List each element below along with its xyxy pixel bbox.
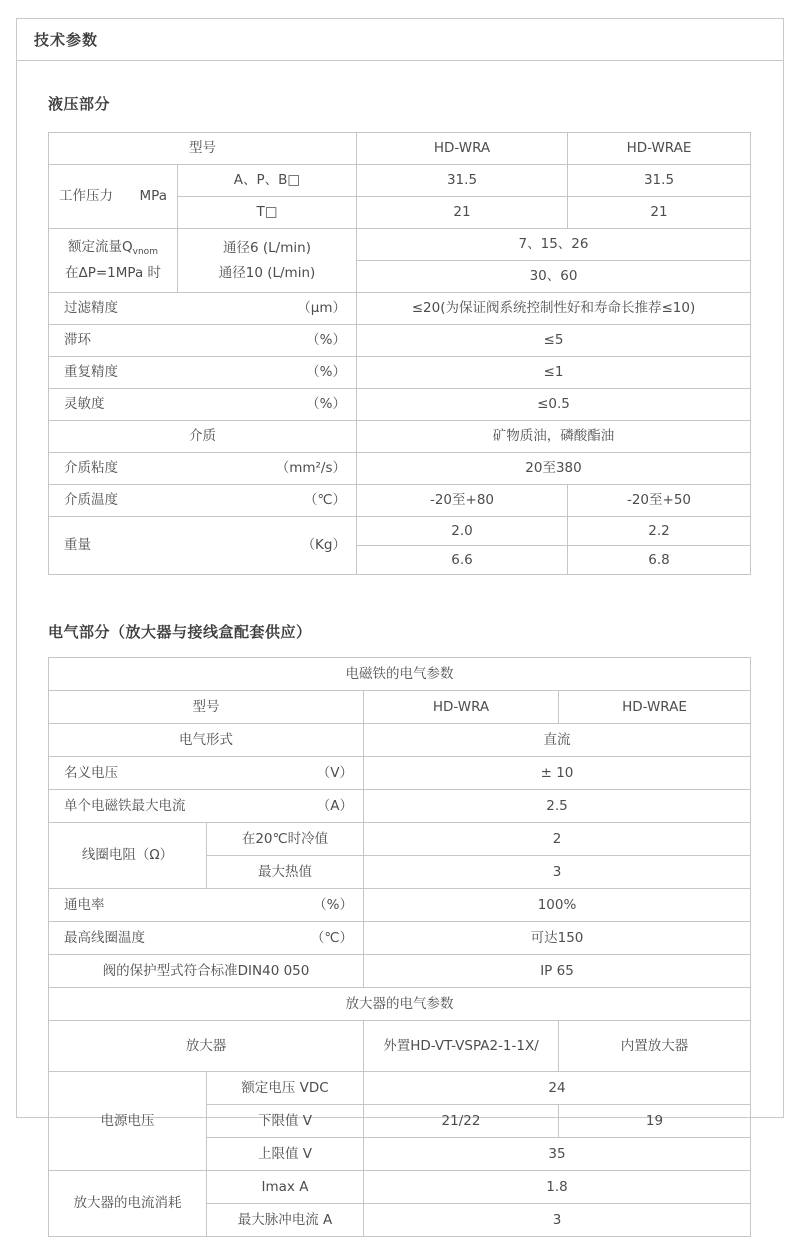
form-label-cell: 电气形式: [49, 724, 364, 757]
pressure-label-wrap: [54, 187, 172, 205]
section-title-electric: 电气部分（放大器与接线盒配套供应）: [48, 623, 312, 641]
supply-label-cell: 电源电压: [49, 1072, 207, 1171]
supply-nominal-sublabel: 额定电压 VDC: [207, 1072, 364, 1105]
consumption-imax-sublabel: Imax A: [207, 1171, 364, 1204]
pressure-t-wra-value: 21: [357, 197, 568, 229]
sensitivity-unit: （%）: [306, 396, 346, 413]
supply-nominal-value: 24: [364, 1072, 751, 1105]
flow-d6-value: 7、15、26: [357, 229, 751, 261]
row-max-current: [49, 790, 751, 823]
maxcurrent-label: 单个电磁铁最大电流: [64, 797, 186, 814]
coil-hot-sublabel: 最大热值: [207, 856, 364, 889]
coil-cold-value: 2: [364, 823, 751, 856]
coiltemp-unit: （℃）: [310, 929, 353, 946]
sensitivity-label-cell: [49, 389, 357, 421]
flow-label-subscript: vnom: [132, 247, 158, 258]
pressure-unit: MPa: [139, 188, 167, 205]
coiltemp-label: 最高线圈温度: [64, 929, 145, 946]
row-supply-nominal: [49, 1072, 751, 1105]
repeat-unit: （%）: [306, 364, 346, 381]
consumption-label-cell: 放大器的电流消耗: [49, 1171, 207, 1237]
hysteresis-label-wrap: [54, 331, 351, 349]
row-flow-d6: [49, 229, 751, 261]
pressure-apb-wrae-value: 31.5: [568, 165, 751, 197]
pressure-t-sublabel: T□: [178, 197, 357, 229]
row-hysteresis: [49, 325, 751, 357]
consumption-imax-value: 1.8: [364, 1171, 751, 1204]
weight-label-cell: [49, 517, 357, 575]
temperature-label-wrap: [54, 491, 351, 509]
electric-table: [48, 657, 751, 1237]
row-medium: [49, 421, 751, 453]
hydraulic-table: [48, 132, 751, 575]
pressure-t-wrae-value: 21: [568, 197, 751, 229]
document-body: [17, 93, 783, 1237]
row-e-model: [49, 691, 751, 724]
weight-wrae-value-1: 2.2: [568, 517, 751, 546]
page-title: 技术参数: [34, 31, 99, 49]
repeat-value: ≤1: [357, 357, 751, 389]
row-coil-temp: [49, 922, 751, 955]
weight-label: 重量: [64, 537, 91, 554]
weight-unit: （Kg）: [301, 537, 346, 554]
row-solenoid-header: [49, 658, 751, 691]
row-amplifier: [49, 1021, 751, 1072]
temperature-label: 介质温度: [64, 492, 118, 509]
flow-label-cell: [49, 229, 178, 293]
row-model: [49, 133, 751, 165]
amplifier-label-cell: 放大器: [49, 1021, 364, 1072]
e-model-hdwrae-cell: HD-WRAE: [559, 691, 751, 724]
row-weight-1: [49, 517, 751, 546]
consumption-pulse-sublabel: 最大脉冲电流 A: [207, 1204, 364, 1237]
filter-label: 过滤精度: [64, 300, 118, 317]
row-coil-cold: [49, 823, 751, 856]
sensitivity-label: 灵敏度: [64, 396, 105, 413]
row-repeat: [49, 357, 751, 389]
duty-label: 通电率: [64, 896, 105, 913]
e-model-label-cell: 型号: [49, 691, 364, 724]
filter-value: ≤20(为保证阀系统控制性好和寿命长推荐≤10): [357, 293, 751, 325]
hysteresis-label-cell: [49, 325, 357, 357]
row-sensitivity: [49, 389, 751, 421]
flow-label-line1: [54, 235, 172, 261]
repeat-label-wrap: [54, 363, 351, 381]
coiltemp-value: 可达150: [364, 922, 751, 955]
weight-wra-value-1: 2.0: [357, 517, 568, 546]
hysteresis-unit: （%）: [306, 332, 346, 349]
coiltemp-label-wrap: [54, 929, 358, 947]
model-header-cell: 型号: [49, 133, 357, 165]
flow-d6-sublabel: 通径6 (L/min): [223, 239, 311, 256]
maxcurrent-label-wrap: [54, 797, 358, 815]
viscosity-label: 介质粘度: [64, 460, 118, 477]
viscosity-unit: （mm²/s）: [275, 460, 346, 477]
e-model-hdwra-cell: HD-WRA: [364, 691, 559, 724]
solenoid-header-cell: 电磁铁的电气参数: [49, 658, 751, 691]
coil-label-cell: 线圈电阻（Ω）: [49, 823, 207, 889]
supply-upper-value: 35: [364, 1138, 751, 1171]
voltage-unit: （V）: [316, 764, 353, 781]
duty-unit: （%）: [313, 896, 353, 913]
row-electric-form: [49, 724, 751, 757]
voltage-label-cell: [49, 757, 364, 790]
consumption-pulse-value: 3: [364, 1204, 751, 1237]
medium-label-cell: 介质: [49, 421, 357, 453]
amplifier-external-value: 外置HD-VT-VSPA2-1-1X/: [364, 1021, 559, 1072]
protection-value: IP 65: [364, 955, 751, 988]
sensitivity-value: ≤0.5: [357, 389, 751, 421]
coiltemp-label-cell: [49, 922, 364, 955]
filter-unit: （μm）: [297, 300, 346, 317]
filter-label-cell: [49, 293, 357, 325]
voltage-label: 名义电压: [64, 764, 118, 781]
hysteresis-value: ≤5: [357, 325, 751, 357]
coil-cold-sublabel: 在20℃时冷值: [207, 823, 364, 856]
flow-d10-value: 30、60: [357, 261, 751, 293]
model-hdwra-cell: HD-WRA: [357, 133, 568, 165]
row-temperature: [49, 485, 751, 517]
row-filter: [49, 293, 751, 325]
pressure-label: 工作压力: [59, 188, 113, 205]
repeat-label-cell: [49, 357, 357, 389]
voltage-value: ± 10: [364, 757, 751, 790]
flow-sublabel-cell: [178, 229, 357, 293]
row-protection: [49, 955, 751, 988]
row-nominal-voltage: [49, 757, 751, 790]
filter-label-wrap: [54, 299, 351, 317]
voltage-label-wrap: [54, 764, 358, 782]
temperature-unit: （℃）: [303, 492, 346, 509]
row-consumption-imax: [49, 1171, 751, 1204]
row-pressure-apb: [49, 165, 751, 197]
row-amplifier-header: [49, 988, 751, 1021]
flow-label-line2: 在ΔP=1MPa 时: [64, 264, 162, 281]
hysteresis-label: 滞环: [64, 332, 91, 349]
duty-value: 100%: [364, 889, 751, 922]
weight-label-wrap: [54, 536, 351, 554]
medium-value: 矿物质油，磷酸酯油: [357, 421, 751, 453]
amplifier-internal-value: 内置放大器: [559, 1021, 751, 1072]
flow-d10-sublabel: 通径10 (L/min): [218, 264, 316, 281]
duty-label-cell: [49, 889, 364, 922]
amplifier-header-cell: 放大器的电气参数: [49, 988, 751, 1021]
form-value: 直流: [364, 724, 751, 757]
repeat-label: 重复精度: [64, 364, 118, 381]
maxcurrent-label-cell: [49, 790, 364, 823]
row-duty-cycle: [49, 889, 751, 922]
supply-lower-sublabel: 下限值 V: [207, 1105, 364, 1138]
section-title-hydraulic: 液压部分: [48, 95, 111, 113]
document-frame: [16, 18, 784, 1228]
pressure-apb-wra-value: 31.5: [357, 165, 568, 197]
flow-label-text: 额定流量Q: [68, 239, 133, 256]
sensitivity-label-wrap: [54, 395, 351, 413]
protection-label-cell: 阀的保护型式符合标准DIN40 050: [49, 955, 364, 988]
supply-upper-sublabel: 上限值 V: [207, 1138, 364, 1171]
supply-lower-wrae-value: 19: [559, 1105, 751, 1138]
viscosity-value: 20至380: [357, 453, 751, 485]
temperature-label-cell: [49, 485, 357, 517]
pressure-label-cell: [49, 165, 178, 229]
document-header: [17, 19, 783, 61]
viscosity-label-cell: [49, 453, 357, 485]
maxcurrent-value: 2.5: [364, 790, 751, 823]
viscosity-label-wrap: [54, 459, 351, 477]
temperature-wrae-value: -20至+50: [568, 485, 751, 517]
pressure-apb-sublabel: A、P、B□: [178, 165, 357, 197]
duty-label-wrap: [54, 896, 358, 914]
coil-hot-value: 3: [364, 856, 751, 889]
weight-wrae-value-2: 6.8: [568, 546, 751, 575]
temperature-wra-value: -20至+80: [357, 485, 568, 517]
weight-wra-value-2: 6.6: [357, 546, 568, 575]
supply-lower-wra-value: 21/22: [364, 1105, 559, 1138]
model-hdwrae-cell: HD-WRAE: [568, 133, 751, 165]
row-viscosity: [49, 453, 751, 485]
maxcurrent-unit: （A）: [316, 797, 353, 814]
